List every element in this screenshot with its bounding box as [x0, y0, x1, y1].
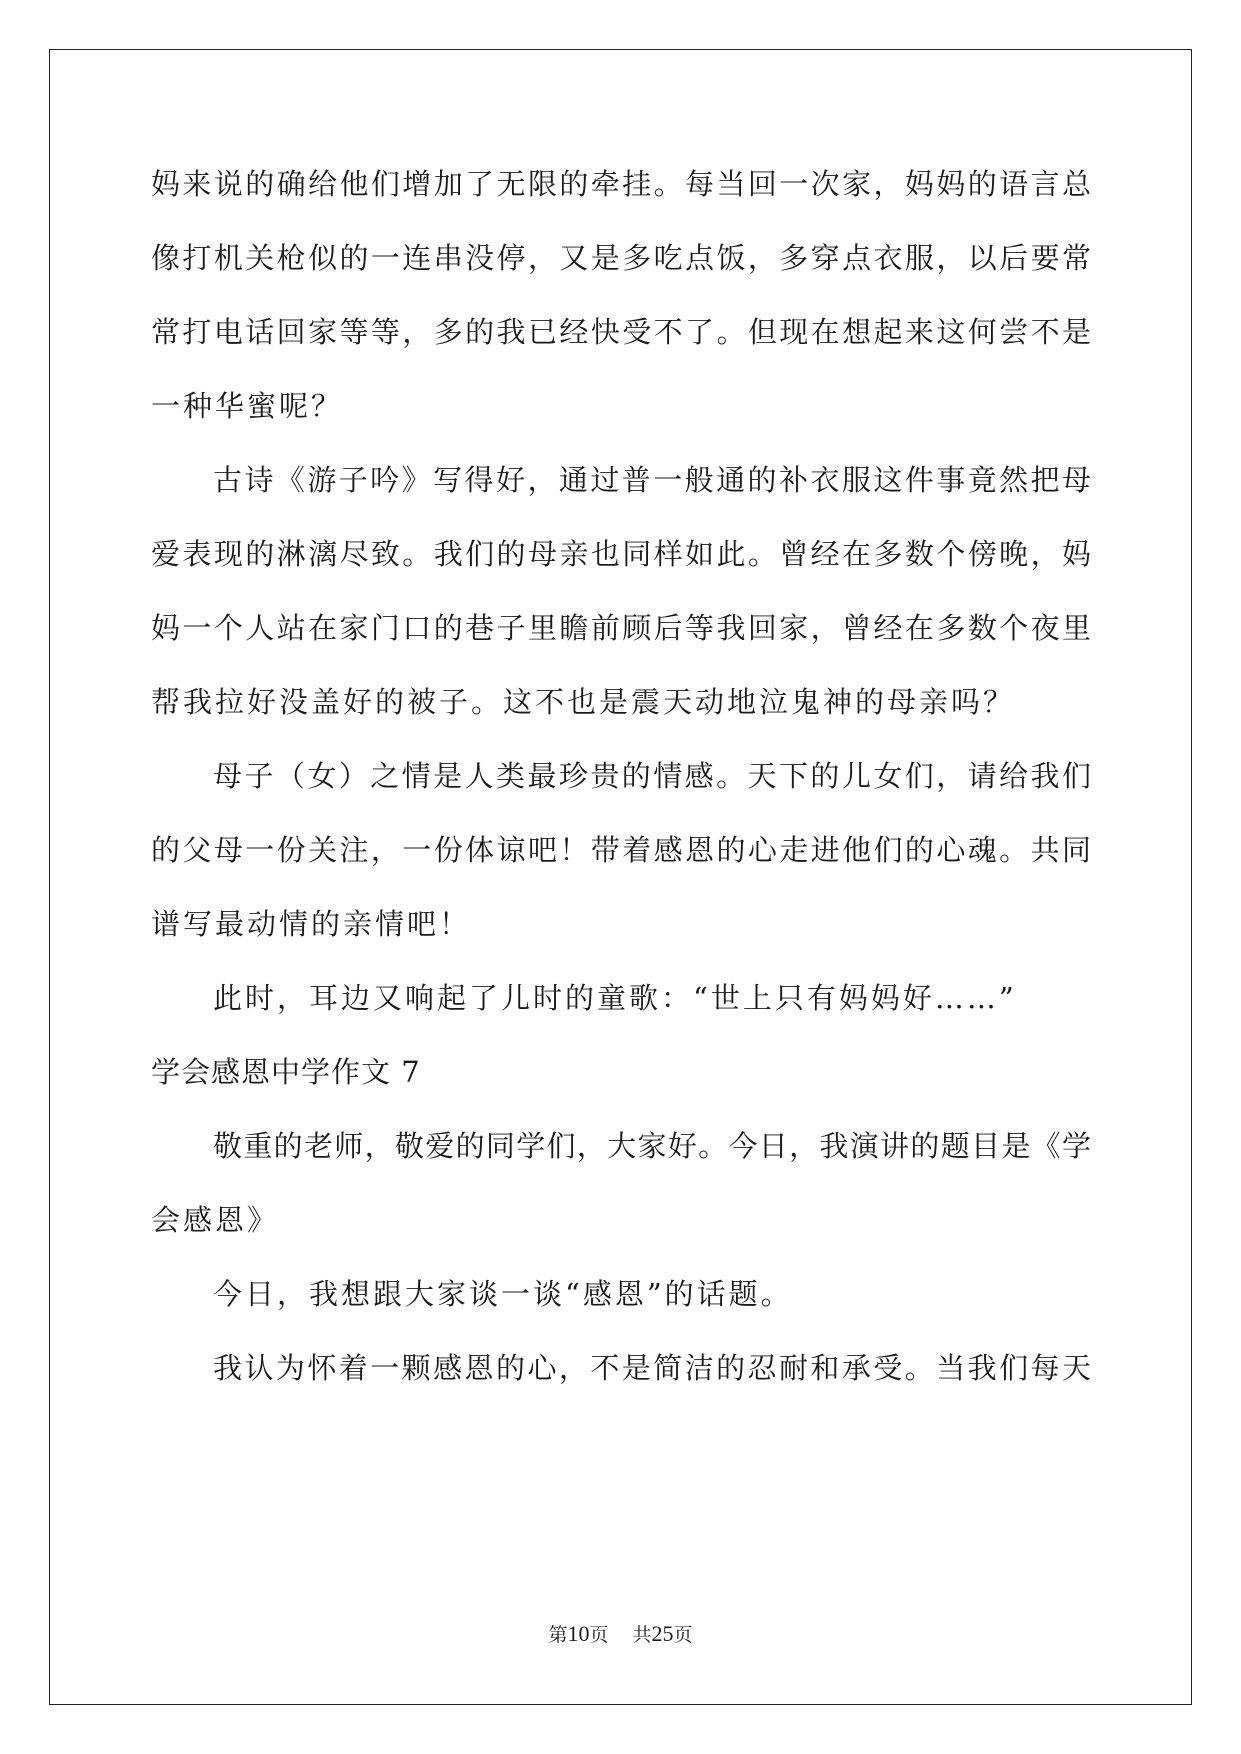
text-line: 像打机关枪似的一连串没停，又是多吃点饭，多穿点衣服，以后要常 — [151, 241, 1091, 275]
text-line: 常打电话回家等等，多的我已经快受不了。但现在想起来这何尝不是 — [151, 315, 1091, 349]
page-frame — [49, 49, 1192, 1705]
paragraph-first-line: 此时，耳边又响起了儿时的童歌：“世上只有妈妈好……” — [213, 981, 1017, 1015]
paragraph-first-line: 今日，我想跟大家谈一谈“感恩”的话题。 — [213, 1277, 793, 1311]
text-line: 的父母一份关注，一份体谅吧！带着感恩的心走进他们的心魂。共同 — [151, 833, 1091, 867]
paragraph-first-line: 古诗《游子吟》写得好，通过普一般通的补衣服这件事竟然把母 — [213, 463, 1091, 497]
text-line: 一种华蜜呢？ — [151, 389, 344, 423]
section-heading: 学会感恩中学作文 7 — [151, 1055, 421, 1089]
total-pages: 25 — [651, 1621, 674, 1646]
total-prefix: 共 — [632, 1624, 652, 1646]
paragraph-first-line: 我认为怀着一颗感恩的心，不是简洁的忍耐和承受。当我们每天 — [213, 1351, 1091, 1385]
page-footer — [0, 1622, 1241, 1647]
text-line: 爱表现的淋漓尽致。我们的母亲也同样如此。曾经在多数个傍晚，妈 — [151, 537, 1091, 571]
text-line: 谱写最动情的亲情吧！ — [151, 907, 472, 941]
text-line: 帮我拉好没盖好的被子。这不也是震天动地泣鬼神的母亲吗？ — [151, 685, 1016, 719]
paragraph-first-line: 敬重的老师，敬爱的同学们，大家好。今日，我演讲的题目是《学 — [213, 1129, 1091, 1163]
paragraph-first-line: 母子（女）之情是人类最珍贵的情感。天下的儿女们，请给我们 — [213, 759, 1091, 793]
text-line: 妈一个人站在家门口的巷子里瞻前顾后等我回家，曾经在多数个夜里 — [151, 611, 1091, 645]
page-prefix: 第 — [548, 1624, 568, 1646]
text-line: 会感恩》 — [151, 1203, 280, 1237]
total-suffix: 页 — [673, 1624, 693, 1646]
text-line: 妈来说的确给他们增加了无限的牵挂。每当回一次家，妈妈的语言总 — [151, 167, 1091, 201]
page-number: 10 — [567, 1621, 590, 1646]
page-suffix: 页 — [589, 1624, 609, 1646]
